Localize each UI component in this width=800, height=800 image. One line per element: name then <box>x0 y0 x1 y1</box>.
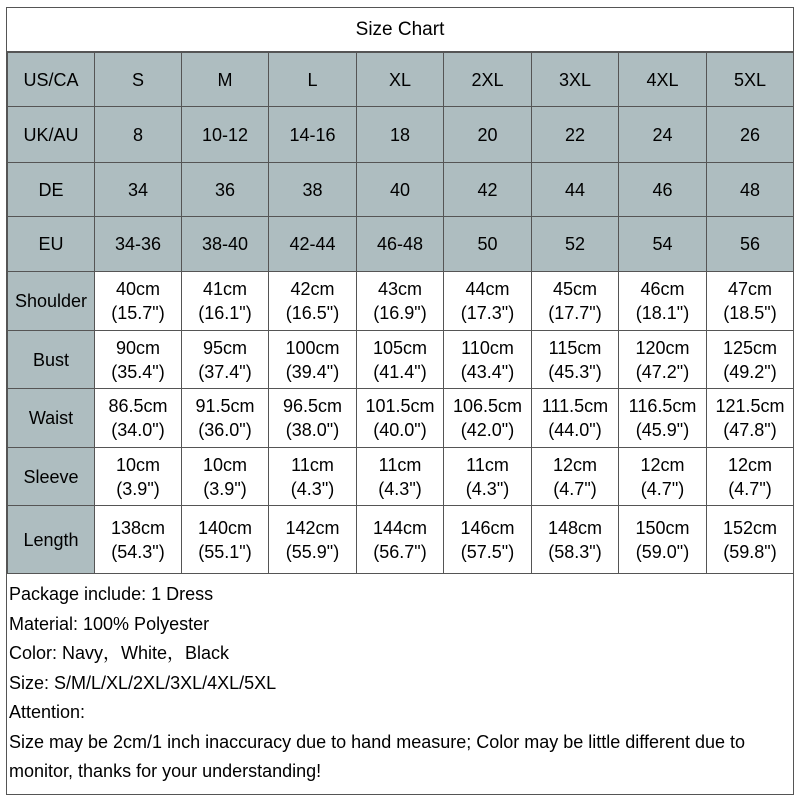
inch-value: (35.4") <box>111 361 165 382</box>
size-cell: 26 <box>707 107 794 163</box>
measurement-cell <box>269 272 357 331</box>
measurement-cell <box>532 506 619 574</box>
inch-value: (55.1") <box>198 541 252 562</box>
size-cell: 34 <box>95 163 182 217</box>
cm-value: 90cm <box>115 337 160 358</box>
measurement-cell <box>95 389 182 448</box>
inch-value: (18.1") <box>635 303 690 323</box>
measurement-cell <box>182 331 269 389</box>
inch-value: (18.5") <box>723 303 777 323</box>
inch-value: (44.0") <box>548 420 602 440</box>
measurement-cell <box>444 389 532 448</box>
inch-value: (47.8") <box>723 420 777 440</box>
measurement-row <box>8 272 794 331</box>
measurement-cell <box>357 331 444 389</box>
measurement-cell <box>707 506 794 574</box>
cm-value: 125cm <box>722 337 778 358</box>
inch-value: (4.7") <box>640 478 685 499</box>
size-row <box>8 217 794 272</box>
cm-value: 11cm <box>378 454 422 475</box>
note-line: Material: 100% Polyester <box>9 613 210 634</box>
inch-value: (45.3") <box>548 361 602 382</box>
cm-value: 12cm <box>640 454 685 475</box>
note-line: Package include: 1 Dress <box>9 584 214 604</box>
cm-value: 12cm <box>727 454 772 475</box>
cm-value: 142cm <box>285 517 340 538</box>
cm-value: 144cm <box>372 517 428 538</box>
measurement-row <box>8 448 794 506</box>
cm-value: 86.5cm <box>108 396 168 416</box>
size-cell: 2XL <box>444 53 532 107</box>
measurement-cell <box>95 331 182 389</box>
cm-value: 44cm <box>465 279 510 299</box>
inch-value: (3.9") <box>116 478 160 499</box>
size-cell: 44 <box>532 163 619 217</box>
size-row <box>8 107 794 163</box>
inch-value: (54.3") <box>111 541 165 562</box>
measurement-cell <box>95 448 182 506</box>
size-cell: 38 <box>269 163 357 217</box>
inch-value: (16.9") <box>373 303 427 323</box>
inch-value: (59.8") <box>723 541 777 562</box>
cm-value: 47cm <box>727 279 772 299</box>
measurement-cell <box>269 331 357 389</box>
size-chart <box>6 7 794 795</box>
size-cell: 18 <box>357 107 444 163</box>
measurement-cell <box>532 272 619 331</box>
inch-value: (45.9") <box>635 420 690 440</box>
cm-value: 101.5cm <box>365 396 435 416</box>
cm-value: 121.5cm <box>715 396 785 416</box>
measurement-cell <box>182 389 269 448</box>
measurement-row <box>8 506 794 574</box>
size-cell: XL <box>357 53 444 107</box>
size-table <box>7 52 794 574</box>
cm-value: 43cm <box>377 279 422 299</box>
size-cell: 3XL <box>532 53 619 107</box>
measurement-cell <box>619 331 707 389</box>
inch-value: (16.1") <box>198 303 252 323</box>
inch-value: (41.4") <box>373 361 427 382</box>
inch-value: (4.3") <box>465 478 510 499</box>
size-cell: 42 <box>444 163 532 217</box>
size-cell: 54 <box>619 217 707 272</box>
cm-value: 148cm <box>547 517 603 538</box>
chart-title: Size Chart <box>7 8 793 52</box>
size-cell: 40 <box>357 163 444 217</box>
measurement-label: Shoulder <box>8 272 95 331</box>
measurement-cell <box>619 448 707 506</box>
measurement-cell <box>444 448 532 506</box>
cm-value: 11cm <box>291 454 334 475</box>
measurement-cell <box>619 389 707 448</box>
inch-value: (4.7") <box>728 478 772 499</box>
measurement-cell <box>707 389 794 448</box>
product-notes <box>7 574 793 787</box>
measurement-cell <box>444 272 532 331</box>
measurement-cell <box>182 506 269 574</box>
measurement-cell <box>269 389 357 448</box>
measurement-cell <box>444 506 532 574</box>
size-row <box>8 163 794 217</box>
inch-value: (38.0") <box>285 420 340 440</box>
inch-value: (40.0") <box>373 420 427 440</box>
size-row-label: EU <box>8 217 95 272</box>
inch-value: (4.3") <box>290 478 335 499</box>
size-row-label: US/CA <box>8 53 95 107</box>
size-cell: 4XL <box>619 53 707 107</box>
measurement-cell <box>357 506 444 574</box>
cm-value: 42cm <box>290 279 335 299</box>
measurement-cell <box>182 272 269 331</box>
measurement-label: Sleeve <box>8 448 95 506</box>
inch-value: (39.4") <box>285 361 340 382</box>
size-cell: 5XL <box>707 53 794 107</box>
measurement-cell <box>532 331 619 389</box>
cm-value: 10cm <box>115 454 160 475</box>
size-cell: 46 <box>619 163 707 217</box>
measurement-cell <box>182 448 269 506</box>
measurement-cell <box>357 272 444 331</box>
size-cell: 22 <box>532 107 619 163</box>
inch-value: (56.7") <box>373 541 427 562</box>
cm-value: 45cm <box>552 279 597 299</box>
inch-value: (3.9") <box>203 478 247 499</box>
cm-value: 110cm <box>461 337 514 358</box>
measurement-cell <box>95 272 182 331</box>
inch-value: (37.4") <box>198 361 252 382</box>
size-cell: 50 <box>444 217 532 272</box>
measurement-cell <box>95 506 182 574</box>
note-line: monitor, thanks for your understanding! <box>9 761 322 781</box>
size-row-label: DE <box>8 163 95 217</box>
measurement-cell <box>444 331 532 389</box>
cm-value: 40cm <box>115 279 160 299</box>
measurement-cell <box>532 448 619 506</box>
inch-value: (42.0") <box>460 420 515 440</box>
size-cell: 24 <box>619 107 707 163</box>
size-cell: 56 <box>707 217 794 272</box>
cm-value: 106.5cm <box>452 396 523 416</box>
inch-value: (15.7") <box>111 303 165 323</box>
inch-value: (4.3") <box>378 478 422 499</box>
note-line: Color: Navy，White，Black <box>9 643 230 663</box>
size-cell: 34-36 <box>95 217 182 272</box>
cm-value: 138cm <box>110 517 166 538</box>
inch-value: (36.0") <box>198 420 252 440</box>
measurement-row <box>8 389 794 448</box>
measurement-cell <box>357 448 444 506</box>
size-cell: L <box>269 53 357 107</box>
cm-value: 46cm <box>640 279 685 299</box>
measurement-cell <box>269 506 357 574</box>
measurement-cell <box>707 448 794 506</box>
inch-value: (34.0") <box>111 420 165 440</box>
size-cell: 52 <box>532 217 619 272</box>
cm-value: 111.5cm <box>541 396 609 416</box>
inch-value: (4.7") <box>553 478 597 499</box>
cm-value: 140cm <box>197 517 253 538</box>
size-row-label: UK/AU <box>8 107 95 163</box>
size-cell: 36 <box>182 163 269 217</box>
cm-value: 120cm <box>635 337 690 358</box>
cm-value: 152cm <box>722 517 778 538</box>
size-cell: 38-40 <box>182 217 269 272</box>
inch-value: (57.5") <box>460 541 515 562</box>
cm-value: 91.5cm <box>195 396 255 416</box>
inch-value: (16.5") <box>285 303 340 323</box>
size-cell: 10-12 <box>182 107 269 163</box>
size-cell: 20 <box>444 107 532 163</box>
measurement-cell <box>707 272 794 331</box>
measurement-label: Length <box>8 506 95 574</box>
cm-value: 10cm <box>202 454 247 475</box>
cm-value: 115cm <box>548 337 602 358</box>
size-cell: M <box>182 53 269 107</box>
note-line: Size may be 2cm/1 inch inaccuracy due to hand measure; Color may be little different due to <box>9 731 746 752</box>
note-line: Attention: <box>9 702 86 722</box>
cm-value: 12cm <box>552 454 597 475</box>
inch-value: (17.7") <box>548 303 602 323</box>
measurement-row <box>8 331 794 389</box>
inch-value: (43.4") <box>460 361 515 382</box>
size-cell: 8 <box>95 107 182 163</box>
measurement-cell <box>619 506 707 574</box>
size-cell: S <box>95 53 182 107</box>
measurement-cell <box>357 389 444 448</box>
measurement-cell <box>269 448 357 506</box>
inch-value: (59.0") <box>635 541 690 562</box>
measurement-cell <box>707 331 794 389</box>
measurement-label: Bust <box>8 331 95 389</box>
cm-value: 11cm <box>466 454 509 475</box>
measurement-cell <box>619 272 707 331</box>
cm-value: 105cm <box>372 337 428 358</box>
inch-value: (47.2") <box>635 361 690 382</box>
measurement-label: Waist <box>8 389 95 448</box>
cm-value: 116.5cm <box>628 396 697 416</box>
note-line: Size: S/M/L/XL/2XL/3XL/4XL/5XL <box>9 672 277 693</box>
inch-value: (49.2") <box>723 361 777 382</box>
cm-value: 95cm <box>202 337 247 358</box>
cm-value: 96.5cm <box>282 396 343 416</box>
size-cell: 42-44 <box>269 217 357 272</box>
size-cell: 48 <box>707 163 794 217</box>
inch-value: (55.9") <box>285 541 340 562</box>
size-cell: 14-16 <box>269 107 357 163</box>
measurement-cell <box>532 389 619 448</box>
cm-value: 146cm <box>460 517 515 538</box>
size-row <box>8 53 794 107</box>
inch-value: (58.3") <box>548 541 602 562</box>
cm-value: 100cm <box>285 337 340 358</box>
inch-value: (17.3") <box>460 303 515 323</box>
size-cell: 46-48 <box>357 217 444 272</box>
cm-value: 150cm <box>635 517 690 538</box>
cm-value: 41cm <box>202 279 247 299</box>
